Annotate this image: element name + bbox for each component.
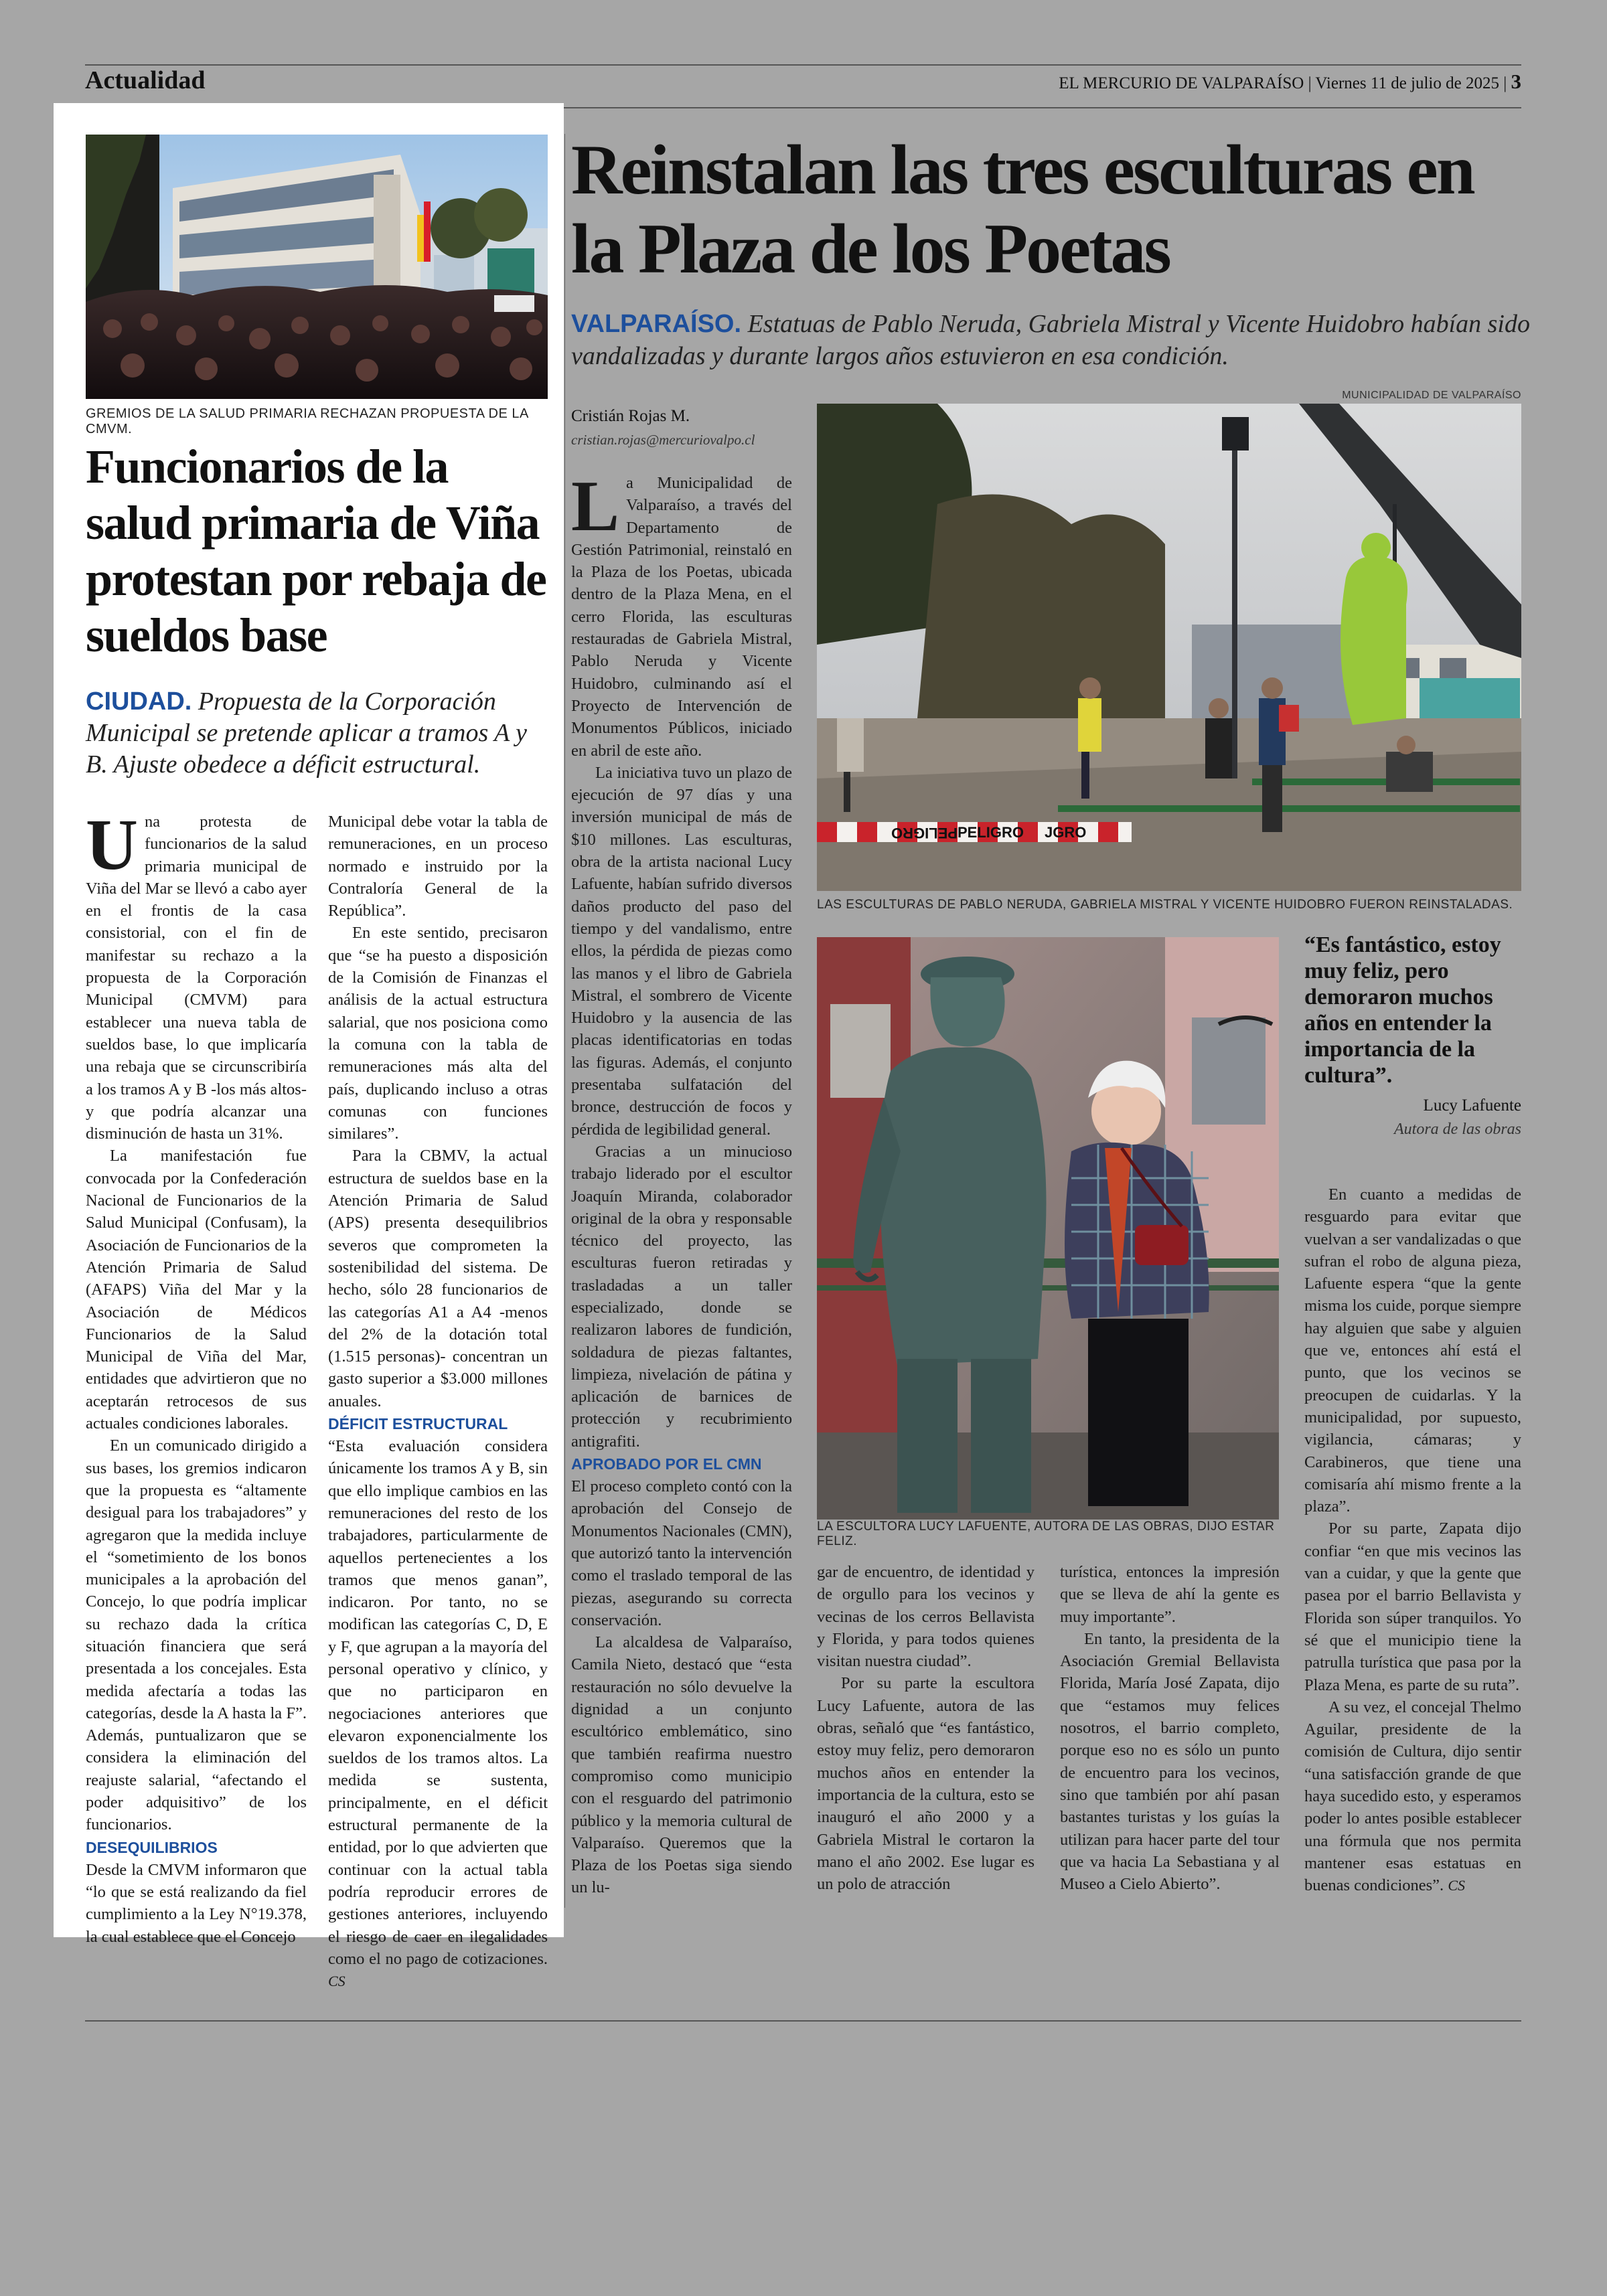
tape-text: PELIGRO — [958, 824, 1024, 841]
left-kicker: CIUDAD. — [86, 687, 192, 716]
subheading: APROBADO POR EL CMN — [571, 1455, 762, 1473]
paragraph: Gracias a un minucioso trabajo liderado por el escultor Joaquín Miranda, colaborador original de la obra y responsable técnico del proyecto, las esculturas fueron retiradas y trasladadas a un taller especializado, donde se realizaron labores de fundición, soldadura de piezas faltantes, limpieza, nivelación de pátina y aplicación de barnices de protección y recubrimiento antigrafiti. — [571, 1142, 792, 1451]
drop-cap: L — [571, 467, 620, 546]
left-column-1 — [86, 805, 307, 1948]
protest-photo-caption: GREMIOS DE LA SALUD PRIMARIA RECHAZAN PROPUESTA DE LA CMVM. — [86, 406, 528, 436]
bottom-rule — [85, 2020, 1521, 2022]
main-headline: Reinstalan las tres esculturas en la Plaza de los Poetas — [571, 131, 1474, 288]
paragraph: Municipal debe votar la tabla de remuneraciones, en un proceso normado e instruido por la Contraloría General de la República”. — [328, 813, 548, 920]
paragraph: La manifestación fue convocada por la Confederación Nacional de Funcionarios de la Salud Municipal (Confusam), la Asociación de Funcionarios de la Atención Primaria de Salud (AFAPS) Viña del Mar y la Asociación de Médicos Funcionarios de la Salud Municipal de Viña del Mar, entidades que advirtieron que no aceptarán retrocesos de sus actuales condiciones laborales. — [86, 1147, 307, 1433]
paragraph-text: A su vez, el concejal Thelmo Aguilar, presidente de la comisión de Cultura, dijo sentir “una satisfacción grande de que haya sucedido esto, y esperamos poder lo antes posible establecer una fórmula que nos permita mantener esas estatuas en buenas condiciones”. — [1304, 1698, 1521, 1895]
paragraph: gar de encuentro, de identidad y de orgullo para los vecinos y vecinas de los cerros Bellavista y Florida, y para todos quienes visitan nuestra ciudad”. — [817, 1563, 1035, 1671]
tape-text: PELIGRO — [891, 825, 958, 841]
paragraph-text: a Municipalidad de Valparaíso, a través del Departamento de Gestión Patrimonial, reinstaló en la Plaza de los Poetas, ubicada dentro de la Plaza Mena, en el cerro Florida, las esculturas restauradas de Gabriela Mistral, Pablo Neruda y Vicente Huidobro, culminando así el Proyecto de Intervención de Monumentos Públicos, iniciado en abril de este año. — [571, 474, 792, 760]
paragraph: turística, entonces la impresión que se lleva de ahí la gente es muy importante”. — [1060, 1563, 1280, 1626]
protest-photo-illustration — [86, 135, 548, 399]
paragraph-text: “Esta evaluación considera únicamente los tramos A y B, sin que ello implique cambios en las remuneraciones del resto de los trabajadores, particularmente de aquellos pertenecientes a los tramos que menos ganan”, indicaron. Por tanto, no se modifican las categorías C, D, E y F, que agrupan a la mayoría del personal operativo y clínico, y que no participaron en negociaciones anteriores que elevaron exponencialmente los sueldos de los tramos altos. La medida se sustenta, principalmente, en el déficit estructural permanente de la entidad, por lo que advierten que continuar con la actual tabla podría reproducir errores de gestiones anteriores, incluyendo el riesgo de caer en ilegalidades como el no pago de cotizaciones. — [328, 1437, 548, 1968]
paragraph: Desde la CMVM informaron que “lo que se está realizando da fiel cumplimiento a la Ley N°19.378, la cual establece que el Concejo — [86, 1860, 307, 1946]
left-dek — [86, 686, 548, 781]
paragraph: En este sentido, precisaron que “se ha puesto a disposición de la Comisión de Finanzas el análisis de la actual estructura salarial, que nos posiciona como la comuna con la tabla de remuneraciones más alta del país, duplicando incluso a otras comunas con funciones similares”. — [328, 924, 548, 1143]
page-number: 3 — [1511, 70, 1521, 93]
paragraph: En un comunicado dirigido a sus bases, los gremios indicaron que la propuesta es “altamente desigual para los trabajadores” y agregaron que la medida incluye el “sometimiento de los bonos municipales a la aprobación del Concejo, lo que podría implicar su rechazo dada la crítica situación financiera que será presentada a los concejales. Esta medida afectaría a todas las categorías, desde la A hasta la F”. Además, puntualizaron que se considera la eliminación del reajuste salarial, “afectando el poder adquisitivo” de los funcionarios. — [86, 1437, 307, 1834]
subheading: DESEQUILIBRIOS — [86, 1838, 218, 1856]
paragraph: Por su parte la escultora Lucy Lafuente, autora de las obras, señaló que “es fantástico, estoy muy feliz, pero demoraron muchos años en entender la importancia de la cultura, esto se inauguró el año 2000 y a Gabriela Mistral le cortaron la mano el año 2002. Ese lugar es un polo de atracción — [817, 1674, 1035, 1894]
reinstallation-photo-caption: LAS ESCULTURAS DE PABLO NERUDA, GABRIELA MISTRAL Y VICENTE HUIDOBRO FUERON REINSTALADAS. — [817, 898, 1513, 912]
newspaper-name: EL MERCURIO DE VALPARAÍSO — [1059, 74, 1304, 92]
author-email: cristian.rojas@mercuriovalpo.cl — [571, 432, 755, 448]
tape-text: JGRO — [1045, 824, 1087, 841]
main-column-2 — [817, 1561, 1035, 1895]
protest-photo — [86, 135, 548, 399]
paragraph: Para la CBMV, la actual estructura de sueldos base en la Atención Primaria de Salud (APS) presenta desequilibrios severos que comprometen la sostenibilidad del sistema. De hecho, sólo 28 funcionarios de las categorías A1 a A4 -menos del 2% de la dotación total (1.515 personas)- concentran un gasto superior a $3.000 millones anuales. — [328, 1147, 548, 1410]
reinstallation-photo-illustration — [817, 404, 1521, 891]
paragraph: Por su parte, Zapata dijo confiar “en que mis vecinos las van a cuidar, y que la gente que pasea por el barrio Bellavista y Florida son súper tranquilos. Yo sé que el municipio tiene la patrulla turística que pasa por la Plaza Mena, es parte de su ruta”. — [1304, 1520, 1521, 1694]
pull-quote: “Es fantástico, estoy muy feliz, pero demoraron muchos años en entender la importancia de la cultura”. — [1304, 932, 1501, 1088]
sculptor-photo — [817, 937, 1279, 1520]
photo-credit: MUNICIPALIDAD DE VALPARAÍSO — [1342, 390, 1521, 401]
main-dek-text: Estatuas de Pablo Neruda, Gabriela Mistral y Vicente Huidobro habían sido vandalizadas y durante largos años estuvieron en esa condición. — [571, 310, 1530, 370]
left-dek-text: Propuesta de la Corporación Municipal se pretende aplicar a tramos A y B. Ajuste obedece a déficit estructural. — [86, 687, 527, 778]
paragraph-text: na protesta de funcionarios de la salud primaria municipal de Viña del Mar se llevó a cabo ayer en el frontis de la casa consistorial, con el fin de manifestar su rechazo a la propuesta de la Corporación Municipal (CMVM) para establecer una nueva tabla de sueldos base, lo que implicaría una rebaja que se circunscribiría a los tramos A y B -los más altos- y que podría alcanzar una disminución de hasta un 31%. — [86, 813, 307, 1143]
main-column-1 — [571, 467, 792, 1899]
paragraph — [86, 805, 307, 1145]
main-dek — [571, 308, 1535, 372]
left-column-2 — [328, 811, 548, 1992]
end-mark: CS — [328, 1973, 346, 1990]
section-label: Actualidad — [85, 66, 206, 94]
paragraph: El proceso completo contó con la aprobación del Consejo de Monumentos Nacionales (CMN), que autorizó tanto la intervención como el traslado temporal de las piezas, asegurando su correcta conservación. — [571, 1477, 792, 1629]
paragraph — [328, 1435, 548, 1992]
column-divider — [564, 134, 565, 1908]
sculptor-photo-illustration — [817, 937, 1279, 1520]
paragraph — [1304, 1696, 1521, 1897]
byline: Cristián Rojas M. — [571, 407, 690, 425]
paragraph — [571, 467, 792, 762]
paragraph: La iniciativa tuvo un plazo de ejecución de 97 días y una inversión municipal de más de $10 millones. Las esculturas, obra de la artista nacional Lucy Lafuente, habían sufrido diversos daños producto del paso del tiempo y del vandalismo, entre ellos, la pérdida de piezas como las manos y el libro de Gabriela Mistral, el sombrero de Vicente Huidobro y la ausencia de las placas identificatorias en todas las figuras. Además, el conjunto presentaba sulfatación del bronce, destrucción de focos y pérdida de legibilidad general. — [571, 763, 792, 1139]
paragraph: En cuanto a medidas de resguardo para evitar que vuelvan a ser vandalizadas o que sufran el robo de alguna pieza, Lafuente espera “que la gente misma los cuide, porque siempre hay alguien que sabe y alguien que ve, entonces ahí está el punto, que los vecinos se preocupen de cuidarlas. Y la municipalidad, por supuesto, vigilancia, cámaras; y Carabineros, que tiene una comisaría ahí mismo frente a la plaza”. — [1304, 1185, 1521, 1516]
quote-author: Lucy Lafuente — [1423, 1096, 1521, 1115]
drop-cap: U — [86, 805, 138, 885]
top-rule — [85, 64, 1521, 66]
end-mark: CS — [1448, 1877, 1465, 1894]
main-column-3 — [1060, 1561, 1280, 1895]
left-headline: Funcionarios de la salud primaria de Viña protestan por rebaja de sueldos base — [86, 440, 546, 662]
main-column-4 — [1304, 1183, 1521, 1897]
quote-author-role: Autora de las obras — [1393, 1121, 1521, 1138]
folio: EL MERCURIO DE VALPARAÍSO | Viernes 11 de julio de 2025 | 3 — [1059, 70, 1521, 93]
paragraph: La alcaldesa de Valparaíso, Camila Nieto, destacó que “esta restauración no sólo devuelve la dignidad a un conjunto escultórico emblemático, sino que también reafirma nuestro compromiso como municipio con el resguardo del patrimonio público y la memoria cultural de Valparaíso. Queremos que la Plaza de los Poetas siga siendo un lu- — [571, 1633, 792, 1897]
issue-date: Viernes 11 de julio de 2025 — [1315, 74, 1499, 92]
reinstallation-photo — [817, 404, 1521, 891]
main-kicker: VALPARAÍSO. — [571, 310, 742, 338]
subheading: DÉFICIT ESTRUCTURAL — [328, 1415, 508, 1433]
paragraph: En tanto, la presidenta de la Asociación Gremial Bellavista Florida, María José Zapata, dijo que “estamos muy felices nosotros, el barrio completo, porque eso no es sólo un punto de encuentro para los vecinos, sino que también por ahí pasan bastantes turistas y los guías la utilizan para hacer parte del tour que va hacia La Sebastiana y al Museo a Cielo Abierto”. — [1060, 1629, 1280, 1894]
sculptor-photo-caption: LA ESCULTORA LUCY LAFUENTE, AUTORA DE LAS OBRAS, DIJO ESTAR FELIZ. — [817, 1520, 1275, 1548]
